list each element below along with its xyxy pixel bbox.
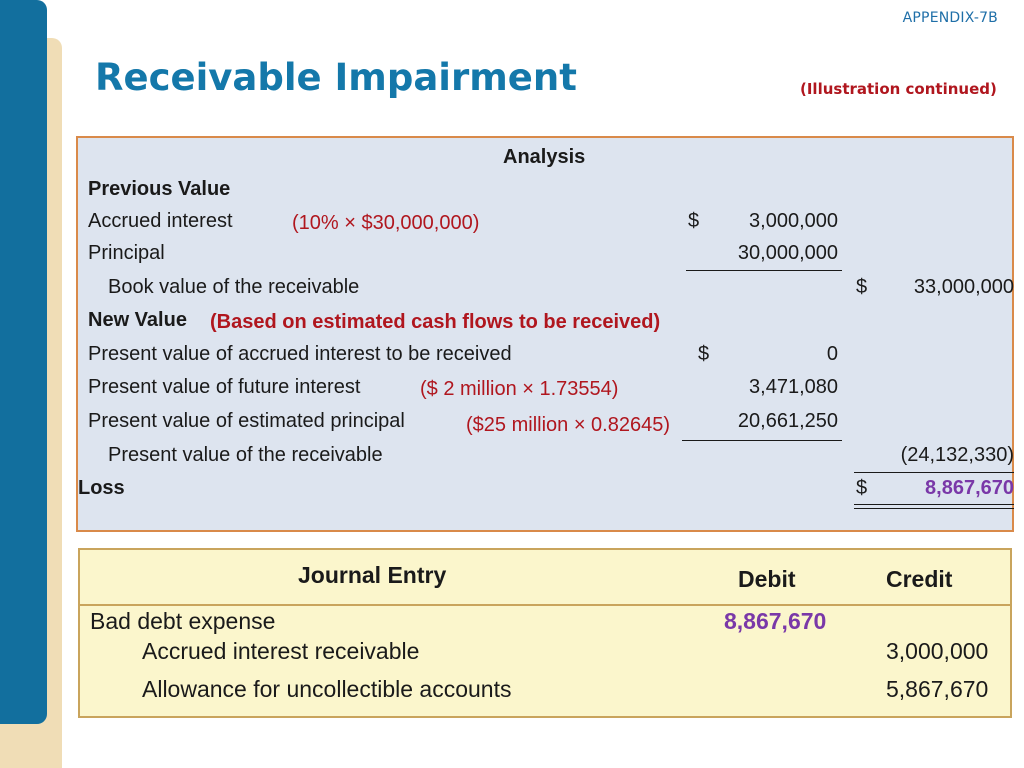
pv-principal-amount: 20,661,250 [737, 410, 838, 432]
subtotal-underline [682, 440, 842, 441]
accrued-interest-label: Accrued interest [88, 210, 233, 232]
journal-heading: Journal Entry [298, 562, 447, 588]
journal-account: Accrued interest receivable [142, 638, 420, 664]
loss-label: Loss [78, 477, 125, 499]
book-value-amount: 33,000,000 [913, 276, 1014, 298]
pv-future-calc: ($ 2 million × 1.73554) [420, 378, 619, 400]
analysis-heading: Analysis [503, 146, 586, 168]
analysis-panel [76, 136, 1014, 532]
principal-label: Principal [88, 242, 165, 264]
loss-dollar: $ [856, 477, 868, 499]
double-underline-top [854, 504, 1014, 505]
pv-principal-label: Present value of estimated principal [88, 410, 405, 432]
loss-amount: 8,867,670 [925, 477, 1014, 499]
journal-entry-panel [78, 548, 1012, 718]
credit-header: Credit [886, 566, 953, 592]
accrued-interest-calc: (10% × $30,000,000) [292, 212, 480, 234]
journal-account: Bad debt expense [90, 608, 276, 634]
journal-credit: 5,867,670 [886, 676, 989, 702]
journal-debit: 8,867,670 [724, 608, 827, 634]
book-value-dollar: $ [856, 276, 868, 298]
pv-accrued-label: Present value of accrued interest to be received [88, 343, 512, 365]
journal-credit: 3,000,000 [886, 638, 989, 664]
pv-future-amount: 3,471,080 [749, 376, 838, 398]
page-title: Receivable Impairment [95, 56, 577, 99]
book-value-label: Book value of the receivable [108, 276, 360, 298]
subtotal-underline [686, 270, 842, 271]
decorative-blue-bar [0, 0, 47, 724]
pv-accrued-amount: 0 [826, 343, 838, 365]
header-separator [80, 604, 1010, 606]
debit-header: Debit [738, 566, 796, 592]
pv-receivable-amount: (24,132,330) [900, 444, 1014, 466]
dollar-sign: $ [688, 210, 700, 232]
appendix-label: APPENDIX-7B [902, 10, 998, 26]
pv-principal-calc: ($25 million × 0.82645) [466, 414, 671, 436]
pv-future-label: Present value of future interest [88, 376, 361, 398]
double-underline-bottom [854, 508, 1014, 509]
illustration-note: (Illustration continued) [800, 80, 997, 98]
new-value-label: New Value [88, 309, 187, 331]
new-value-note: (Based on estimated cash flows to be received) [210, 311, 661, 333]
journal-account: Allowance for uncollectible accounts [142, 676, 512, 702]
pv-accrued-dollar: $ [698, 343, 710, 365]
principal-amount: 30,000,000 [737, 242, 838, 264]
accrued-interest-amount: 3,000,000 [749, 210, 838, 232]
previous-value-label: Previous Value [88, 178, 231, 200]
pv-receivable-label: Present value of the receivable [108, 444, 383, 466]
total-underline [854, 472, 1014, 473]
